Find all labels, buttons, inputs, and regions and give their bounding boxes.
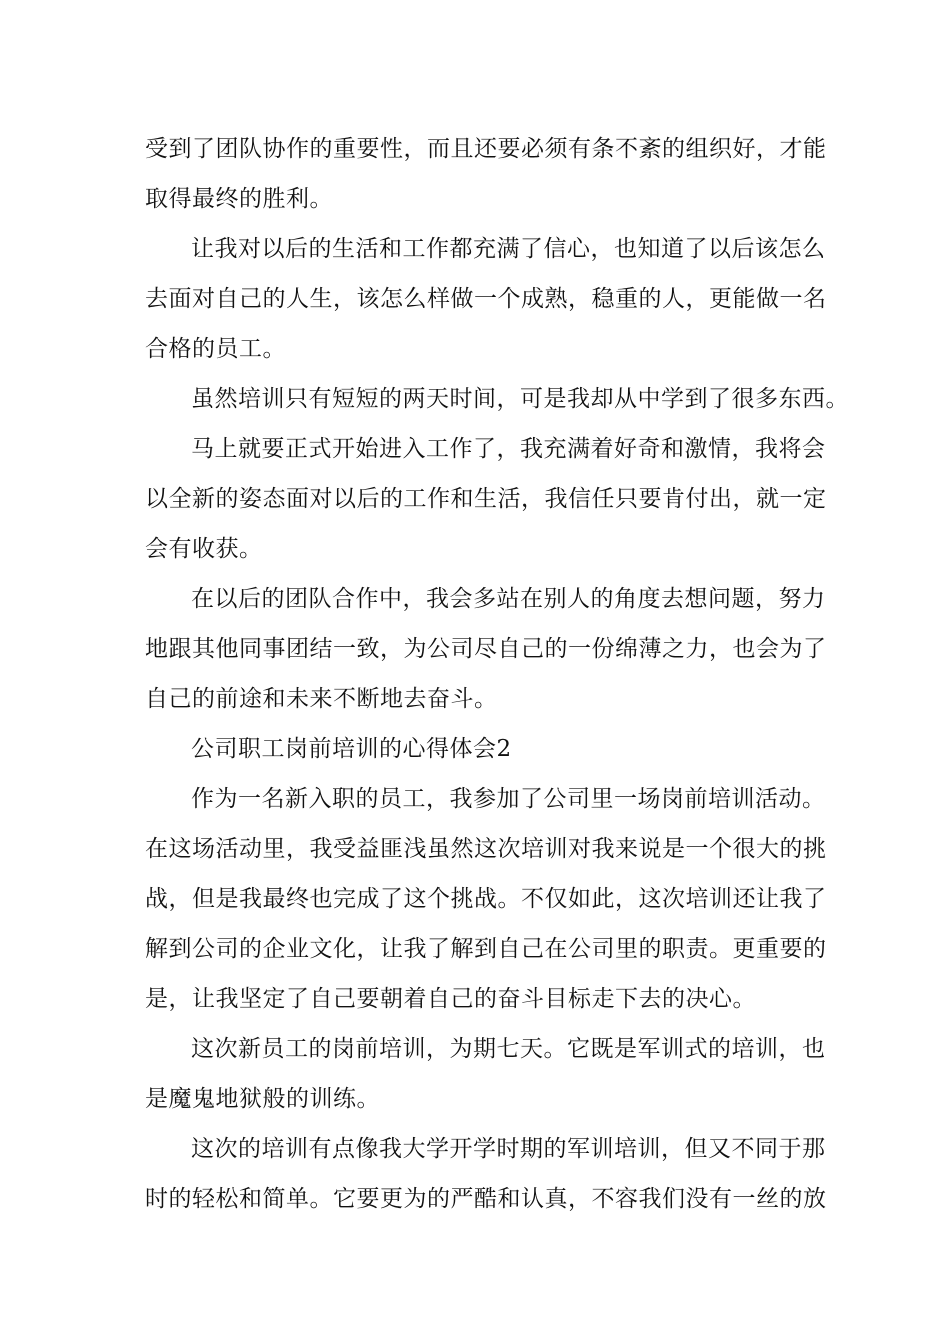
text-line: 虽然培训只有短短的两天时间，可是我却从中学到了很多东西。 — [191, 386, 849, 412]
text-line: 是，让我坚定了自己要朝着自己的奋斗目标走下去的决心。 — [145, 986, 756, 1012]
text-line: 作为一名新入职的员工，我参加了公司里一场岗前培训活动。 — [191, 786, 826, 812]
text-line: 地跟其他同事团结一致，为公司尽自己的一份绵薄之力，也会为了 — [145, 636, 827, 662]
text-line: 去面对自己的人生，该怎么样做一个成熟，稳重的人，更能做一名 — [145, 286, 827, 312]
text-line: 在这场活动里，我受益匪浅虽然这次培训对我来说是一个很大的挑 — [145, 836, 827, 862]
text-line: 在以后的团队合作中，我会多站在别人的角度去想问题，努力 — [191, 586, 826, 612]
text-line: 受到了团队协作的重要性，而且还要必须有条不紊的组织好，才能 — [145, 136, 827, 162]
text-line: 这次新员工的岗前培训，为期七天。它既是军训式的培训，也 — [191, 1036, 826, 1062]
text-line: 时的轻松和简单。它要更为的严酷和认真，不容我们没有一丝的放 — [145, 1186, 827, 1212]
text-line: 以全新的姿态面对以后的工作和生活，我信任只要肯付出，就一定 — [145, 486, 827, 512]
text-line: 合格的员工。 — [145, 336, 286, 362]
text-line: 自己的前途和未来不断地去奋斗。 — [145, 686, 498, 712]
text-line: 取得最终的胜利。 — [145, 186, 333, 212]
section-heading: 公司职工岗前培训的心得体会2 — [191, 736, 512, 762]
text-line: 让我对以后的生活和工作都充满了信心，也知道了以后该怎么 — [191, 236, 826, 262]
text-line: 马上就要正式开始进入工作了，我充满着好奇和激情，我将会 — [191, 436, 826, 462]
text-line: 会有收获。 — [145, 536, 263, 562]
text-line: 是魔鬼地狱般的训练。 — [145, 1086, 380, 1112]
text-line: 解到公司的企业文化，让我了解到自己在公司里的职责。更重要的 — [145, 936, 827, 962]
text-line: 这次的培训有点像我大学开学时期的军训培训，但又不同于那 — [191, 1136, 826, 1162]
text-line: 战，但是我最终也完成了这个挑战。不仅如此，这次培训还让我了 — [145, 886, 827, 912]
